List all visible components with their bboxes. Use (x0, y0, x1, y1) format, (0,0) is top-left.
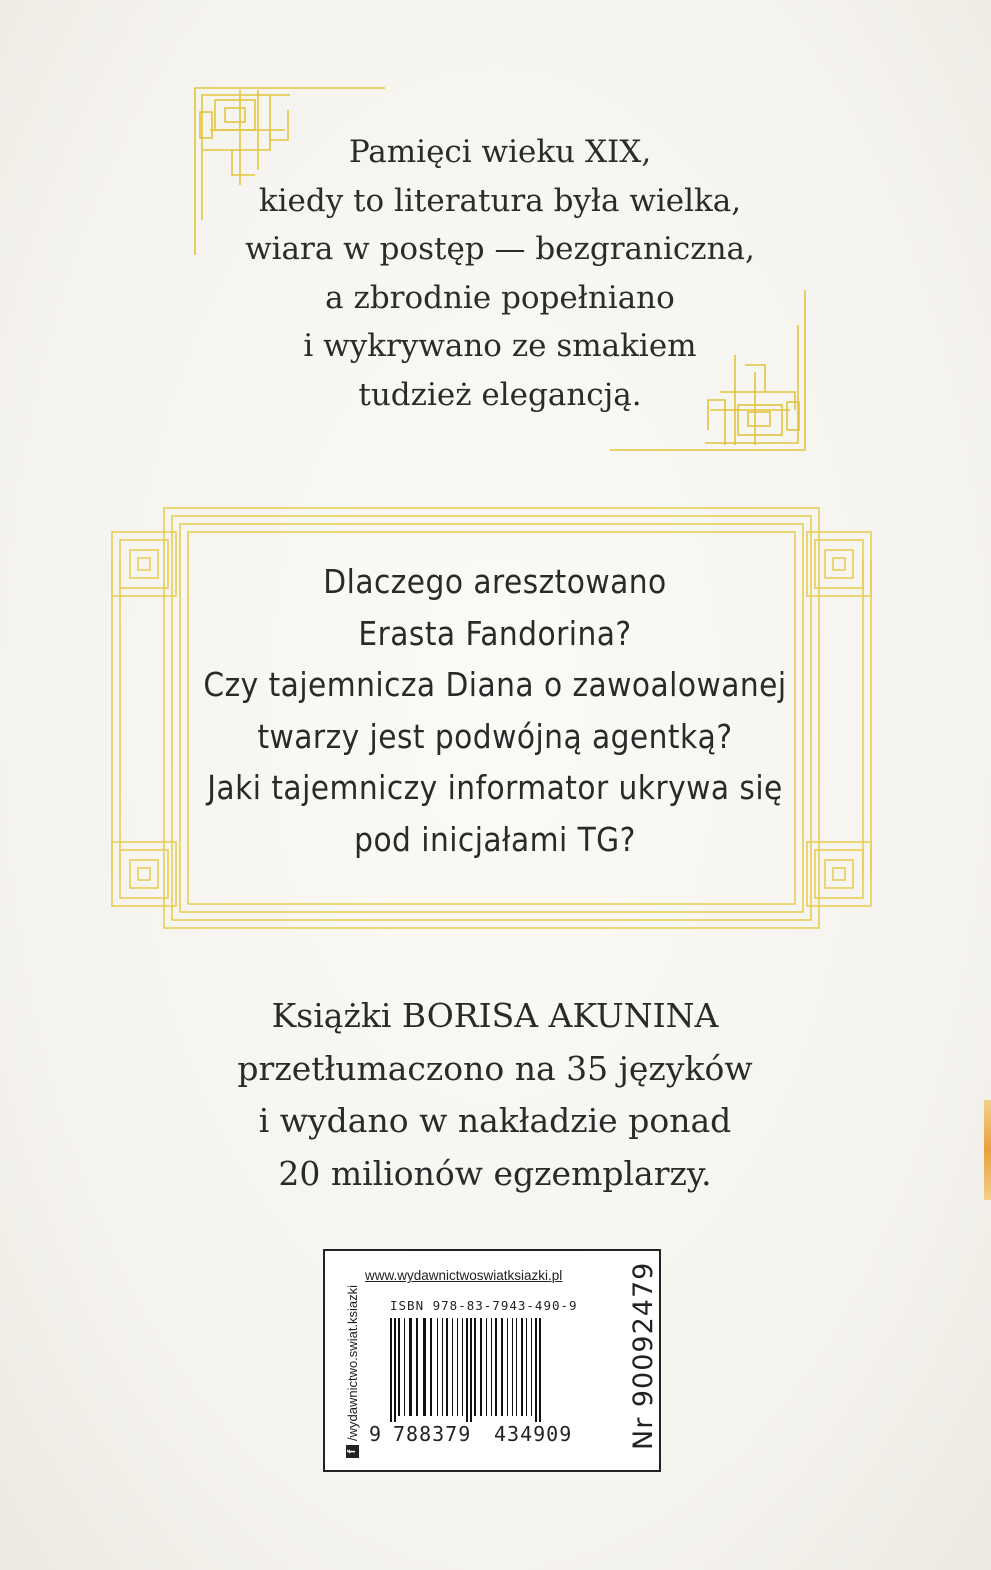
barcode-bar (480, 1318, 482, 1416)
ean-first-digit: 9 (369, 1422, 382, 1446)
ean-right-digits: 434909 (494, 1422, 573, 1446)
barcode-bar (516, 1318, 517, 1416)
barcode-bar (526, 1318, 527, 1416)
blurb-line: i wydano w nakładzie ponad (258, 1101, 732, 1140)
barcode-bar (398, 1318, 400, 1416)
barcode-bar (512, 1318, 513, 1416)
barcode-bar (404, 1318, 405, 1416)
dedication-line: Pamięci wieku XIX, (348, 134, 652, 170)
dedication-line: a zbrodnie popełniano (325, 279, 675, 316)
barcode-bar (457, 1318, 458, 1416)
question-line: Dlaczego aresztowano (323, 562, 667, 601)
barcode-bar (495, 1318, 497, 1416)
barcode-bar (430, 1318, 432, 1416)
barcode-bar (390, 1318, 392, 1422)
dedication-text (180, 128, 820, 419)
blurb-line: Książki BORISA AKUNINA (271, 996, 719, 1035)
frame-corner-top-right (807, 532, 871, 596)
author-blurb (150, 990, 840, 1200)
question-line: Czy tajemnicza Diana o zawoalowanej (203, 665, 787, 704)
dedication-line: kiedy to literatura była wielka, (258, 182, 742, 219)
barcode-bar (521, 1318, 523, 1416)
facebook-icon: f (346, 1445, 359, 1458)
barcode-bar (486, 1318, 487, 1416)
barcode-bar (501, 1318, 503, 1416)
barcode-bar (423, 1318, 426, 1416)
question-line: pod inicjałami TG? (354, 819, 636, 859)
dedication-line: wiara w postęp — bezgraniczna, (245, 231, 755, 267)
question-line: Erasta Fandorina? (358, 613, 632, 653)
barcode-bar (409, 1318, 412, 1416)
barcode-bar (507, 1318, 508, 1416)
social-handle (345, 1258, 360, 1458)
frame-corner-top-left (112, 532, 176, 596)
barcode-bar (470, 1318, 472, 1422)
isbn-label: ISBN 978-83-7943-490-9 (390, 1298, 578, 1313)
barcode-bar (466, 1318, 468, 1422)
social-handle-text: /wydawnictwo.swiat.ksiazki (345, 1284, 360, 1441)
frame-corner-bottom-left (112, 842, 176, 906)
barcode-bars (388, 1318, 598, 1428)
blurb-line: 20 milionów egzemplarzy. (278, 1153, 712, 1193)
question-line: twarzy jest podwójną agentką? (257, 716, 733, 756)
dedication-line: tudzież elegancją. (358, 376, 642, 413)
barcode-bar (394, 1318, 396, 1422)
barcode-bar (462, 1318, 463, 1416)
barcode-bar (474, 1318, 476, 1416)
barcode-bar (491, 1318, 492, 1416)
barcode-bar (539, 1318, 541, 1422)
barcode-bar (452, 1318, 453, 1416)
dedication-line: i wykrywano ze smakiem (303, 328, 697, 364)
cover-edge-strip (984, 1100, 991, 1200)
barcode-bar (437, 1318, 438, 1416)
barcode-bar (446, 1318, 448, 1416)
blurb-line: przetłumaczono na 35 języków (237, 1048, 753, 1088)
barcode-bar (416, 1318, 418, 1416)
barcode-bar (442, 1318, 443, 1416)
teaser-questions (185, 556, 806, 865)
question-line: Jaki tajemniczy informator ukrywa się (207, 768, 783, 807)
frame-corner-bottom-right (807, 842, 871, 906)
catalog-number: Nr 90092479 (628, 1261, 659, 1450)
barcode-bar (535, 1318, 537, 1422)
publisher-website[interactable]: www.wydawnictwoswiatksiazki.pl (365, 1268, 563, 1283)
ean-left-digits: 788379 (393, 1422, 472, 1446)
barcode-bar (531, 1318, 532, 1416)
